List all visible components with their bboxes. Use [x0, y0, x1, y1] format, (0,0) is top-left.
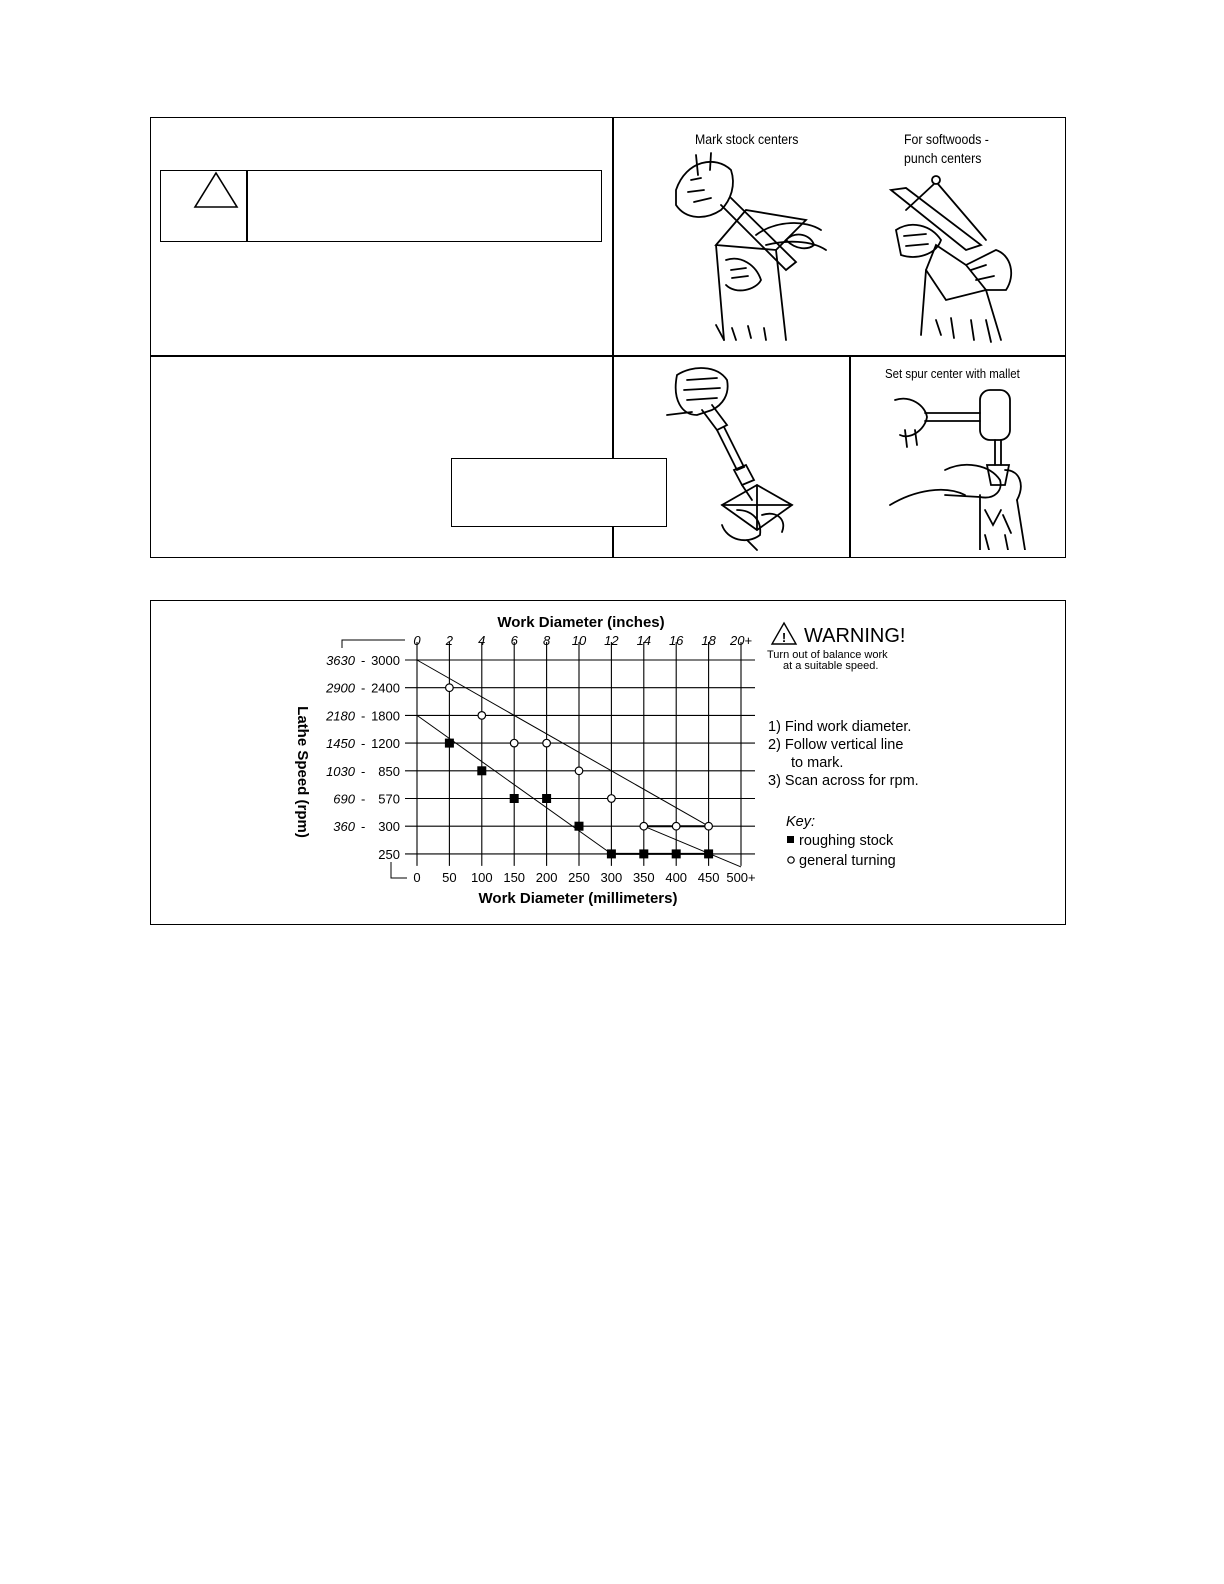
tick-rpm-dash: - — [361, 736, 366, 752]
tick-rpm-dash: - — [361, 708, 366, 724]
note-box — [451, 458, 667, 527]
illustration-mark-centers — [636, 150, 836, 345]
tick-inch: 0 — [413, 633, 421, 648]
top-divider-horizontal — [150, 355, 1066, 357]
mark-roughing — [607, 849, 616, 858]
caption-softwoods-2: punch centers — [904, 150, 982, 166]
tick-inch: 12 — [604, 633, 619, 648]
tick-rpm-italic: 2180 — [326, 708, 355, 724]
tick-rpm: 250 — [378, 846, 400, 862]
tick-rpm-italic: 2900 — [326, 680, 355, 696]
trend-general-tail — [644, 826, 741, 867]
warning-icon-mark: ! — [781, 630, 787, 645]
bracket-top — [342, 640, 405, 648]
step-3: 3) Scan across for rpm. — [768, 773, 919, 789]
mark-roughing — [704, 849, 713, 858]
tick-mm: 0 — [413, 870, 421, 885]
tick-inch: 2 — [445, 633, 454, 648]
tick-inch: 10 — [571, 633, 587, 648]
tick-mm: 350 — [632, 870, 655, 885]
key-general-label: general turning — [799, 853, 896, 869]
y-ticks — [325, 653, 400, 862]
tick-inch: 6 — [510, 633, 518, 648]
tick-mm: 400 — [665, 870, 688, 885]
x-ticks-mm — [413, 870, 755, 885]
tick-mm: 500+ — [726, 870, 756, 885]
tick-mm: 450 — [697, 870, 720, 885]
chart-title-mm: Work Diameter (millimeters) — [478, 890, 678, 907]
mark-general — [543, 739, 551, 747]
tick-rpm-italic: 1450 — [326, 736, 355, 752]
warning-triangle-icon — [192, 170, 240, 210]
step-2b: to mark. — [791, 755, 844, 771]
mark-roughing — [542, 794, 551, 803]
chart-title-inches: Work Diameter (inches) — [497, 614, 665, 631]
key-rough-label: roughing stock — [799, 833, 894, 849]
bracket-bottom — [391, 862, 407, 878]
warning-block — [767, 623, 905, 672]
tick-mm: 200 — [535, 870, 558, 885]
tick-inch: 16 — [668, 633, 684, 648]
mark-general — [478, 712, 486, 720]
tick-rpm-italic: 360 — [333, 819, 355, 835]
tick-mm: 250 — [568, 870, 590, 885]
tick-inch: 20+ — [729, 633, 753, 648]
tick-rpm: 3000 — [371, 653, 400, 668]
tick-rpm-italic: 3630 — [326, 653, 355, 668]
mark-general — [608, 795, 616, 803]
mark-general — [640, 822, 648, 830]
tick-mm: 50 — [442, 870, 457, 885]
mark-roughing — [445, 739, 454, 748]
tick-rpm: 570 — [378, 791, 400, 807]
chart-ylabel: Lathe Speed (rpm) — [294, 706, 311, 838]
lower-right-divider — [849, 355, 851, 558]
tick-mm: 300 — [600, 870, 623, 885]
mark-roughing — [639, 849, 648, 858]
tick-mm: 100 — [470, 870, 493, 885]
tick-rpm: 300 — [378, 819, 400, 835]
tick-rpm: 2400 — [371, 680, 400, 696]
step-2: 2) Follow vertical line — [768, 737, 904, 753]
illustration-spur-center — [885, 385, 1055, 550]
tick-rpm-italic: 1030 — [326, 763, 355, 779]
mark-general — [672, 822, 680, 830]
key-title: Key: — [786, 814, 816, 830]
caption-softwoods-1: For softwoods - — [904, 131, 989, 147]
warning-line2: at a suitable speed. — [783, 660, 879, 672]
tick-rpm-italic: 690 — [333, 791, 355, 807]
chart-grid — [405, 642, 755, 866]
key-rough-marker — [787, 836, 794, 843]
mark-general — [510, 739, 518, 747]
tick-inch: 4 — [478, 633, 486, 648]
tick-inch: 8 — [542, 633, 551, 648]
warning-box-divider — [246, 170, 248, 242]
mark-roughing — [510, 794, 519, 803]
mark-roughing — [575, 822, 584, 831]
tick-rpm-dash: - — [361, 819, 366, 835]
tick-inch: 14 — [636, 633, 652, 648]
illustration-drive-center — [662, 360, 842, 555]
caption-spur-center: Set spur center with mallet — [885, 366, 1020, 381]
mark-general — [446, 684, 454, 692]
tick-rpm-dash: - — [361, 763, 366, 779]
tick-rpm-dash: - — [361, 680, 366, 696]
warning-title: WARNING! — [804, 625, 906, 647]
key-general-marker — [788, 857, 794, 863]
tick-rpm-dash: - — [361, 791, 366, 807]
mark-roughing — [477, 766, 486, 775]
tick-rpm: 850 — [378, 763, 400, 779]
mark-general — [705, 822, 713, 830]
tick-mm: 150 — [503, 870, 526, 885]
illustration-punch-centers — [876, 170, 1026, 345]
step-1: 1) Find work diameter. — [768, 719, 912, 735]
speed-chart — [150, 600, 1066, 925]
mark-general — [575, 767, 583, 775]
x-ticks-inches — [413, 633, 752, 648]
tick-rpm-dash: - — [361, 653, 366, 668]
caption-mark-stock-centers: Mark stock centers — [695, 131, 799, 147]
warning-line1: Turn out of balance work — [767, 649, 888, 661]
tick-rpm: 1200 — [371, 736, 400, 752]
tick-inch: 18 — [701, 633, 716, 648]
mark-roughing — [672, 849, 681, 858]
tick-rpm: 1800 — [371, 708, 400, 724]
